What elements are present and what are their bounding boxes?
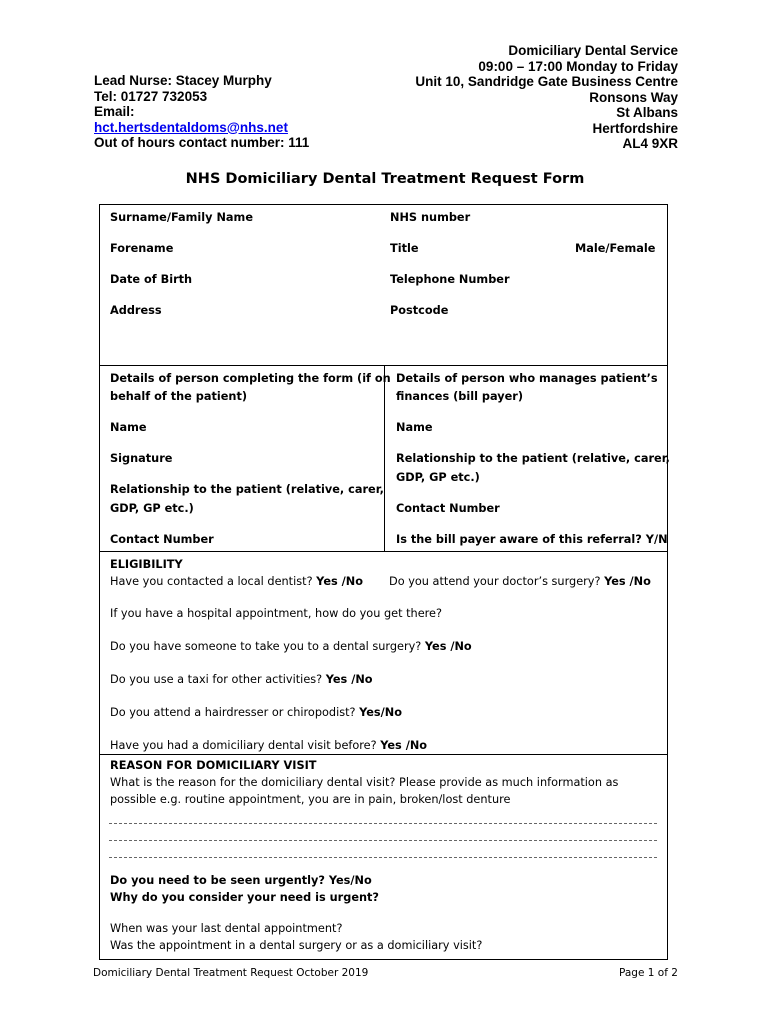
- reason-answer-line[interactable]: [109, 857, 657, 858]
- sex-label: Male/Female: [575, 242, 656, 255]
- appointment-type-question: Was the appointment in a dental surgery or as a domiciliary visit?: [110, 939, 483, 952]
- completer-name-label: Name: [110, 421, 147, 434]
- question-taxi: Do you use a taxi for other activities? Yes /No: [110, 673, 373, 686]
- email-label: Email:: [94, 104, 135, 119]
- bill-payer-name-label: Name: [396, 421, 433, 434]
- completer-relationship-2: GDP, GP etc.): [110, 502, 194, 515]
- reason-instructions-2: possible e.g. routine appointment, you are in pain, broken/lost denture: [110, 793, 511, 806]
- service-name: Domiciliary Dental Service: [508, 43, 678, 58]
- bill-payer-heading-1: Details of person who manages patient’s: [396, 372, 658, 385]
- title-label: Title: [390, 242, 419, 255]
- form-title: NHS Domiciliary Dental Treatment Request Form: [185, 171, 585, 187]
- bill-payer-contact-label: Contact Number: [396, 502, 500, 515]
- address-postcode: AL4 9XR: [622, 136, 678, 151]
- footer-document-name: Domiciliary Dental Treatment Request October 2019: [93, 967, 369, 979]
- bill-payer-relationship-2: GDP, GP etc.): [396, 471, 480, 484]
- answer-taxi: Yes /No: [325, 673, 373, 686]
- bill-payer-heading-2: finances (bill payer): [396, 390, 524, 403]
- contact-block: [94, 73, 374, 151]
- answer-previous-visit: Yes /No: [380, 739, 428, 752]
- email-link[interactable]: hct.hertsdentaldoms@nhs.net: [94, 119, 288, 135]
- question-local-dentist: Have you contacted a local dentist? Yes /No: [110, 575, 363, 588]
- lead-nurse: Lead Nurse: Stacey Murphy: [94, 73, 272, 88]
- answer-local-dentist: Yes /No: [316, 575, 363, 588]
- service-hours: 09:00 – 17:00 Monday to Friday: [478, 58, 678, 74]
- answer-hairdresser: Yes/No: [359, 706, 402, 719]
- nhs-number-label: NHS number: [390, 211, 471, 224]
- reason-answer-line[interactable]: [109, 823, 657, 824]
- address-label: Address: [110, 304, 162, 317]
- answer-doctors-surgery: Yes /No: [604, 575, 651, 588]
- telephone: Tel: 01727 732053: [94, 88, 208, 104]
- address-line-4: Hertfordshire: [592, 120, 678, 136]
- completer-heading-1: Details of person completing the form (if on: [110, 372, 391, 385]
- answer-someone-to-take: Yes /No: [424, 640, 472, 653]
- urgent-question: Do you need to be seen urgently? Yes/No: [110, 874, 372, 887]
- bill-payer-aware-question: Is the bill payer aware of this referral? Y/N: [396, 533, 668, 546]
- bill-payer-relationship-1: Relationship to the patient (relative, carer,: [396, 452, 670, 465]
- surname-label: Surname/Family Name: [110, 211, 253, 224]
- question-hairdresser: Do you attend a hairdresser or chiropodist? Yes/No: [110, 706, 402, 719]
- eligibility-heading: ELIGIBILITY: [110, 558, 183, 571]
- telephone-label: Telephone Number: [390, 273, 510, 286]
- question-doctors-surgery: Do you attend your doctor’s surgery? Yes /No: [389, 575, 651, 588]
- divider-contacts-vertical: [384, 365, 385, 552]
- address-line-2: Ronsons Way: [589, 89, 678, 105]
- dob-label: Date of Birth: [110, 273, 193, 286]
- divider-contacts: [99, 551, 668, 552]
- out-of-hours: Out of hours contact number: 111: [94, 135, 310, 150]
- postcode-label: Postcode: [390, 304, 449, 317]
- reason-heading: REASON FOR DOMICILIARY VISIT: [110, 759, 317, 772]
- last-appointment-question: When was your last dental appointment?: [110, 922, 343, 935]
- divider-eligibility: [99, 754, 668, 755]
- completer-signature-label: Signature: [110, 452, 173, 465]
- question-someone-to-take: Do you have someone to take you to a dental surgery? Yes /No: [110, 640, 472, 653]
- why-urgent-question: Why do you consider your need is urgent?: [110, 891, 379, 904]
- address-line-3: St Albans: [616, 105, 678, 120]
- address-line-1: Unit 10, Sandridge Gate Business Centre: [415, 74, 678, 89]
- footer-page-number: Page 1 of 2: [619, 967, 678, 979]
- reason-answer-line[interactable]: [109, 840, 657, 841]
- completer-heading-2: behalf of the patient): [110, 390, 248, 403]
- question-previous-visit: Have you had a domiciliary dental visit before? Yes /No: [110, 739, 428, 752]
- reason-instructions-1: What is the reason for the domiciliary dental visit? Please provide as much information as: [110, 776, 619, 789]
- completer-contact-label: Contact Number: [110, 533, 214, 546]
- service-address-block: [358, 43, 678, 152]
- forename-label: Forename: [110, 242, 174, 255]
- question-hospital-transport: If you have a hospital appointment, how do you get there?: [110, 607, 442, 620]
- completer-relationship-1: Relationship to the patient (relative, carer,: [110, 483, 384, 496]
